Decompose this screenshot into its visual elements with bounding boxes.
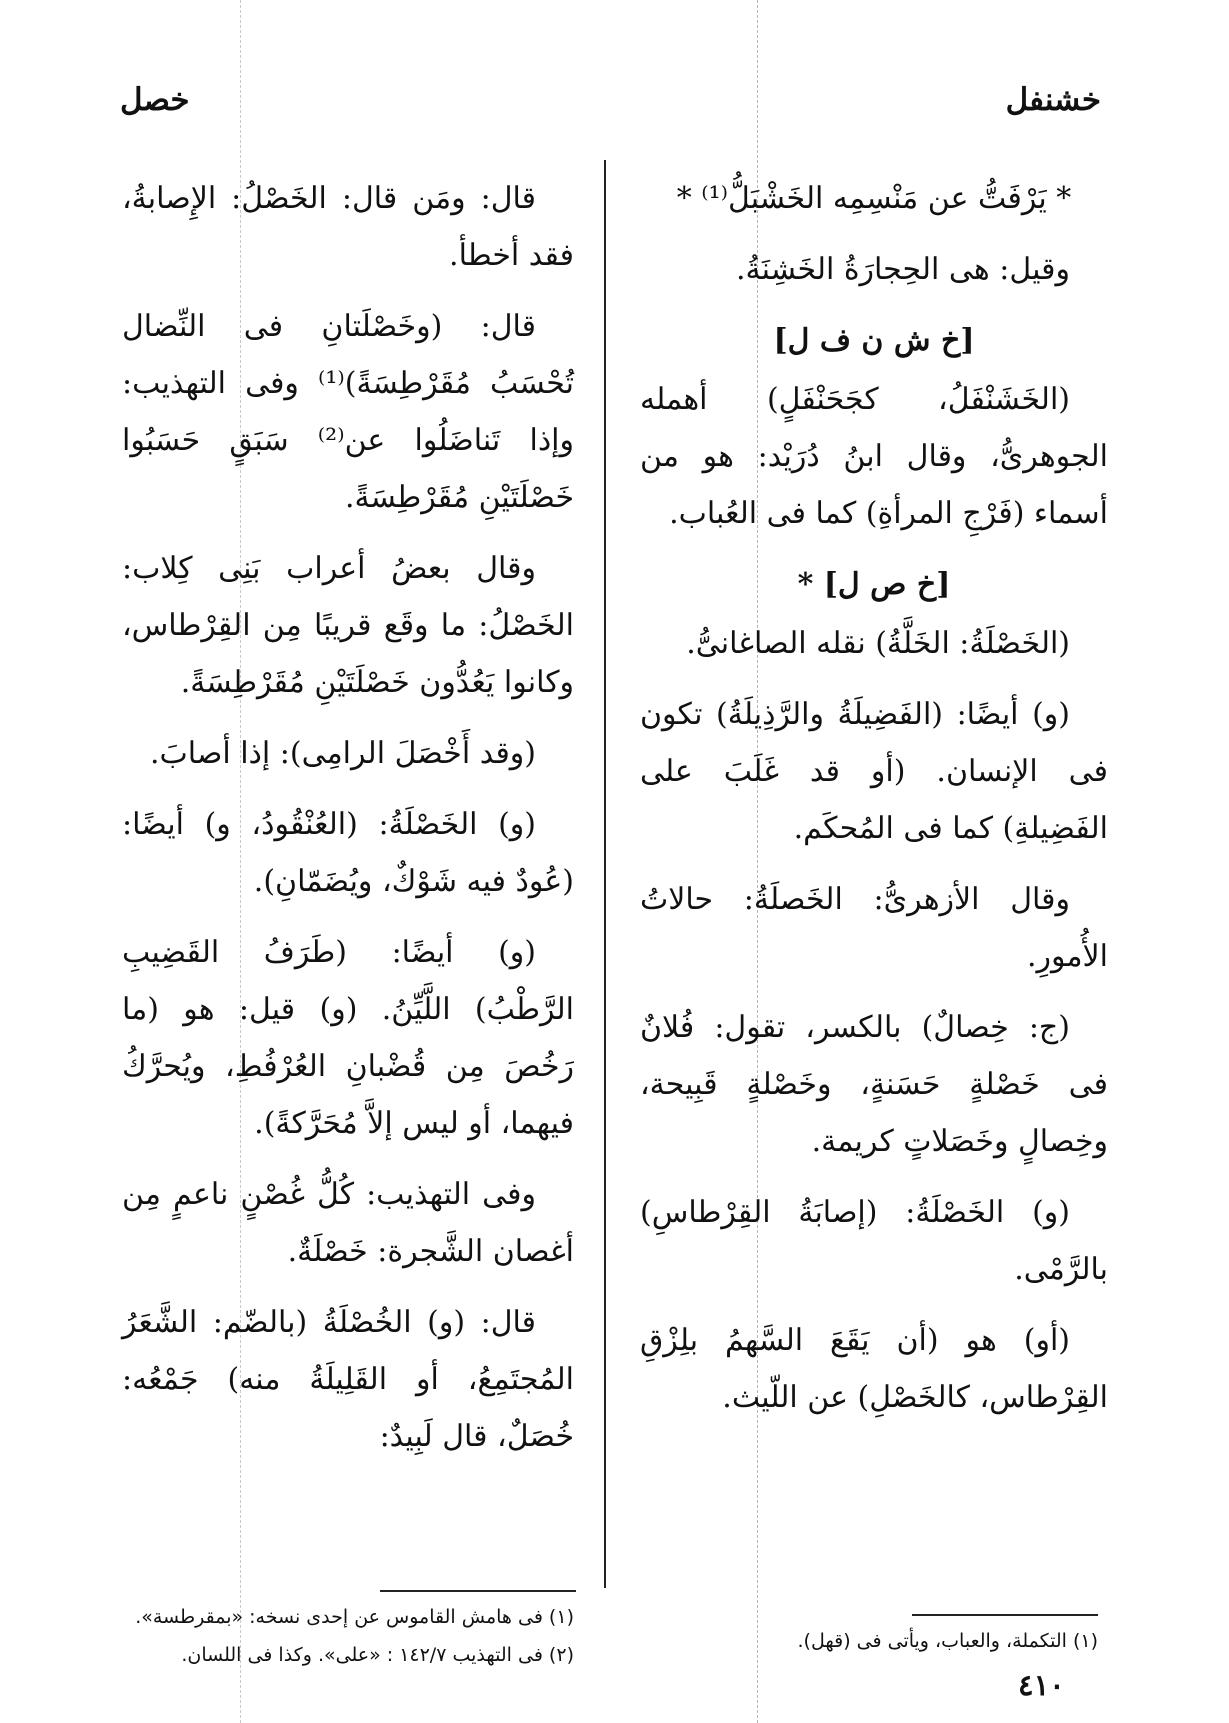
paragraph: وقيل: هى الحِجارَةُ الخَشِنَةُ. xyxy=(736,252,1070,287)
entry-heading: [خ ش ن ف ل] xyxy=(773,323,975,358)
paragraph: (و) الخَصْلَةُ: (العُنْقُودُ، و) أيضًا: (عُودٌ فيه شَوْكٌ، ويُضَمّانِ). xyxy=(122,807,574,899)
entry-heading: [خ ص ل] * xyxy=(797,567,951,602)
footnote: (١) فى هامش القاموس عن إحدى نسخه: «بمقرطسة». xyxy=(135,1606,574,1628)
footnotes-left xyxy=(122,1598,574,1674)
paragraph: وفى التهذيب: كُلُّ غُصْنٍ ناعمٍ مِن أغصان الشَّجرة: خَصْلَةٌ. xyxy=(122,1177,574,1269)
paragraph: (و) أيضًا: (طَرَفُ القَضِيبِ الرَّطْبُ) اللَّيِّنُ. (و) قيل: هو (ما رَخُصَ مِن قُضْبانِ العُرْفُطِ، ويُحرَّكُ فيهما، أو ليس إلاَّ مُحَرَّكةً). xyxy=(122,935,574,1141)
running-head-right: خشنفل xyxy=(1005,82,1101,118)
paragraph: (الخَشَنْفَلُ، كجَحَنْفَلٍ) أهمله الجوهرىُّ، وقال ابنُ دُرَيْد: هو من أسماء (فَرْجِ المرأةِ) كما فى العُباب. xyxy=(640,382,1108,531)
paragraph: (الخَصْلَةُ: الخَلَّةُ) نقله الصاغانىُّ. xyxy=(686,626,1070,661)
paragraph: وقال بعضُ أعراب بَنِى كِلاب: الخَصْلُ: ما وقَع قريبًا مِن القِرْطاس، وكانوا يَعُدُّون خَصْلَتَيْنِ مُقَرْطِسَةً. xyxy=(122,551,574,700)
page-number: ٤١٠ xyxy=(1018,1668,1065,1702)
left-column xyxy=(122,170,574,1479)
paragraph: (و) أيضًا: (الفَضِيلَةُ والرَّذِيلَةُ) تكون فى الإنسان. (أو قد غَلَبَ على الفَضِيلةِ) كما فى المُحكَم. xyxy=(640,697,1108,846)
footnote-rule-right xyxy=(912,1614,1098,1616)
paragraph: (ج: خِصالٌ) بالكسر، تقول: فُلانٌ فى خَصْلةٍ حَسَنةٍ، وخَصْلةٍ قَبِيحة، وخِصالٍ وخَصَلاتٍ كريمة. xyxy=(640,1010,1108,1159)
paragraph: قال: ومَن قال: الخَصْلُ: الإِصابةُ، فقد أخطأ. xyxy=(122,181,574,273)
footnote: (١) التكملة، والعباب، ويأتى فى (قهل). xyxy=(797,1630,1098,1652)
column-divider xyxy=(604,160,606,1588)
paragraph: (وقد أَخْصَلَ الرامِى): إذا أصابَ. xyxy=(149,736,536,771)
paragraph: (و) الخَصْلَةُ: (إصابَةُ القِرْطاسِ) بالرَّمْى. xyxy=(640,1195,1108,1287)
footnote: (٢) فى التهذيب ١٤٢/٧ : «على». وكذا فى اللسان. xyxy=(181,1644,574,1666)
footnotes-right xyxy=(640,1622,1098,1660)
paragraph: وقال الأزهرىُّ: الخَصلَةُ: حالاتُ الأُمورِ. xyxy=(640,882,1108,974)
paragraph: (أو) هو (أن يَقَعَ السَّهمُ بلِزْقِ القِرْطاس، كالخَصْلِ) عن اللّيث. xyxy=(640,1323,1108,1415)
right-column xyxy=(640,170,1108,1440)
running-head-left: خصل xyxy=(120,82,190,118)
verse-line: * يَرْفَتُّ عن مَنْسِمِه الخَشْبَلُّ⁽¹⁾ * xyxy=(676,181,1072,216)
paragraph: قال: (وخَصْلَتانِ فى النِّضال تُحْسَبُ مُقَرْطِسَةً)⁽¹⁾ وفى التهذيب: وإذا تَناضَلُوا عن⁽²⁾ سَبَقٍ حَسَبُوا خَصْلَتَيْنِ مُقَرْطِسَةً. xyxy=(122,309,574,515)
footnote-rule-left xyxy=(380,1590,576,1592)
paragraph: قال: (و) الخُصْلَةُ (بالضّم: الشَّعَرُ المُجتَمِعُ، أو القَلِيلَةُ منه) جَمْعُه: خُصَلٌ، قال لَبِيدٌ: xyxy=(122,1305,574,1454)
